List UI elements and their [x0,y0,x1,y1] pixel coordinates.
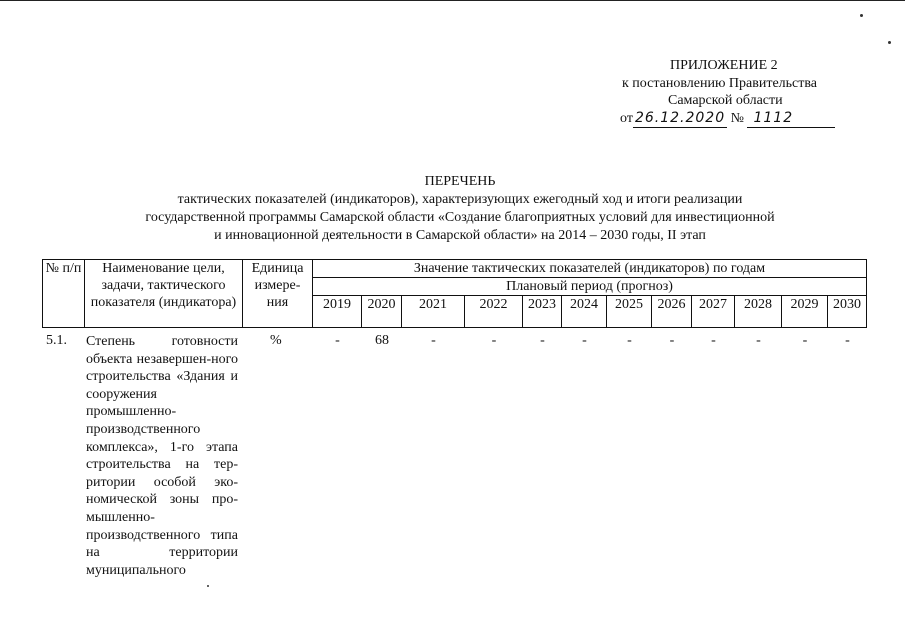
row-value: 68 [375,333,389,348]
header-year: 2021 [402,296,465,328]
header-name: Наименование цели, задачи, тактического показателя (индикатора) [85,260,243,328]
scan-speck [207,585,209,587]
row-indicator-name: Степень готовности объекта незавершен-ного строительства «Здания и сооружения промышленно-производственного комплекса», 1-го этапа строительства на тер-ритории особой эко-номической зоны про-мышленно-производственного типа на территории муниципального [86,334,238,578]
scan-speck [860,14,863,17]
scan-top-border [0,0,905,1]
header-year: 2028 [735,296,782,328]
header-unit: Единица измере-ния [243,260,313,328]
header-year: 2030 [828,296,867,328]
header-year: 2019 [313,296,362,328]
appendix-title: ПРИЛОЖЕНИЕ 2 [670,58,778,73]
heading-line-1: тактических показателей (индикаторов), характеризующих ежегодный ход и итоги реализации [177,192,743,207]
row-value: - [802,333,808,348]
header-year: 2022 [465,296,523,328]
appendix-date-line [620,109,835,128]
row-unit: % [270,333,282,348]
header-values: Значение тактических показателей (индикаторов) по годам [313,260,867,278]
header-year: 2020 [362,296,402,328]
header-year: 2023 [523,296,562,328]
header-year: 2027 [692,296,735,328]
row-value: - [431,333,436,348]
row-value: - [845,333,850,348]
scan-speck [888,41,891,44]
handwritten-number: 1112 [747,109,835,128]
header-year: 2026 [652,296,692,328]
row-value: - [756,333,761,348]
row-value: - [711,333,716,348]
row-value: - [540,333,545,348]
row-value: - [627,333,632,348]
date-prefix: от [620,111,633,126]
header-year: 2025 [607,296,652,328]
heading-line-3: и инновационной деятельности в Самарской области» на 2014 – 2030 годы, II этап [214,228,706,243]
number-prefix: № [730,111,744,126]
document-heading [60,173,860,245]
heading-line-2: государственной программы Самарской области «Создание благоприятных условий для инвестиционной [145,210,775,225]
appendix-line-region: Самарской области [668,93,783,108]
appendix-line-resolution: к постановлению Правительства [622,76,818,91]
handwritten-date: 26.12.2020 [634,110,726,126]
header-period: Плановый период (прогноз) [313,278,867,296]
indicators-table-header [42,259,867,328]
row-number: 5.1. [46,333,67,348]
row-value: - [335,333,340,348]
header-year: 2024 [562,296,607,328]
header-year: 2029 [782,296,828,328]
row-value: - [582,333,587,348]
heading-title: ПЕРЕЧЕНЬ [424,174,496,189]
header-number: № п/п [43,260,85,328]
row-value: - [669,333,675,348]
row-value: - [491,333,497,348]
